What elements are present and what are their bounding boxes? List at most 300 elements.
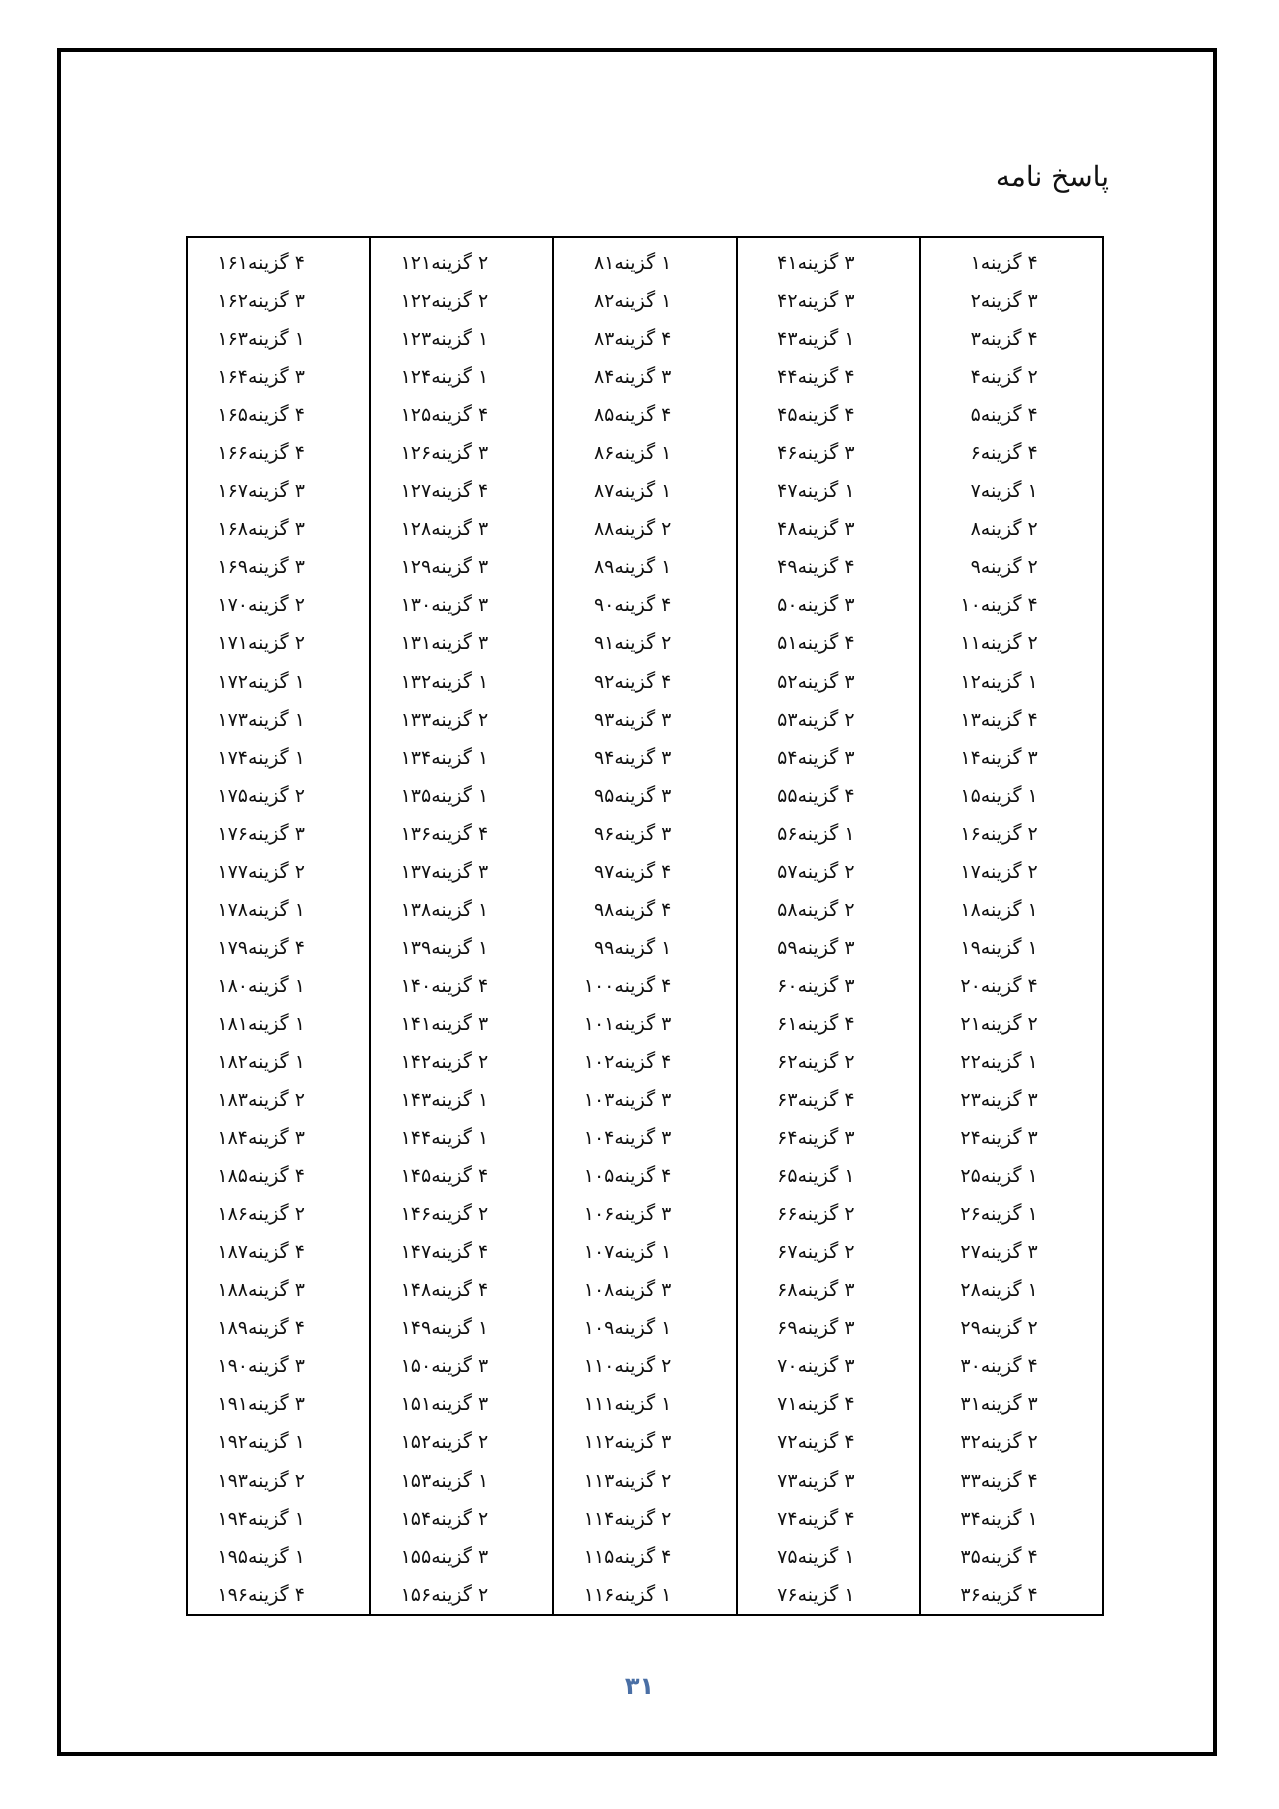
answer-row [921, 1195, 1102, 1233]
option-label: گزینه [614, 860, 656, 883]
question-number: ۱۸۷ [217, 1241, 248, 1264]
option-label: گزینه [614, 1469, 656, 1492]
option-label: گزینه [614, 1051, 656, 1073]
answer-column [738, 238, 921, 1614]
answer-option: ۳ [477, 1012, 489, 1035]
answer-option: ۱ [661, 480, 672, 503]
question-number: ۶۵ [777, 1165, 798, 1188]
answer-row [188, 1119, 369, 1157]
answer-row [738, 320, 919, 358]
question-number: ۸۶ [593, 442, 615, 465]
option-label: گزینه [431, 974, 472, 997]
answer-row [188, 1233, 369, 1271]
question-number: ۱۱۶ [583, 1583, 615, 1606]
answer-option: ۳ [661, 1012, 672, 1035]
option-label: گزینه [247, 708, 289, 731]
answer-row [738, 967, 919, 1005]
answer-option: ۳ [477, 594, 489, 617]
answer-row [554, 663, 735, 701]
answer-option: ۴ [661, 1545, 672, 1568]
answer-row [921, 1500, 1102, 1538]
answer-option: ۳ [294, 1355, 305, 1378]
option-label: گزینه [980, 670, 1022, 693]
answer-option: ۴ [1027, 1583, 1038, 1606]
option-label: گزینه [614, 746, 656, 769]
answer-option: ۱ [1027, 898, 1038, 921]
question-number: ۹۰ [593, 594, 615, 617]
option-label: گزینه [247, 404, 289, 427]
question-number: ۶۶ [777, 1203, 798, 1226]
question-number: ۷۱ [777, 1393, 798, 1416]
answer-option: ۲ [477, 1507, 489, 1530]
option-label: گزینه [431, 784, 472, 807]
answer-row [188, 1005, 369, 1043]
option-label: گزینه [980, 1469, 1022, 1492]
option-label: گزینه [980, 366, 1022, 389]
question-number: ۱۶۹ [217, 556, 248, 579]
option-label: گزینه [980, 480, 1022, 503]
answer-row [188, 967, 369, 1005]
answer-row [921, 510, 1102, 548]
answer-row [188, 701, 369, 739]
option-label: گزینه [797, 1393, 839, 1416]
option-label: گزینه [431, 670, 472, 693]
answer-row [371, 1309, 552, 1347]
answer-row [554, 1538, 735, 1576]
question-number: ۱۲۵ [400, 404, 432, 427]
option-label: گزینه [797, 898, 839, 921]
question-number: ۱۰۸ [583, 1279, 615, 1302]
question-number: ۱۸۰ [217, 974, 248, 997]
question-number: ۵۳ [777, 708, 798, 731]
answer-row [921, 853, 1102, 891]
answer-row [921, 967, 1102, 1005]
question-number: ۷ [970, 480, 981, 503]
option-label: گزینه [431, 480, 472, 503]
answer-row [921, 1081, 1102, 1119]
option-label: گزینه [247, 594, 289, 617]
answer-option: ۱ [477, 328, 489, 351]
question-number: ۱۵۱ [400, 1393, 432, 1416]
answer-option: ۱ [1027, 1051, 1038, 1073]
answer-row [921, 1309, 1102, 1347]
answer-option: ۳ [661, 708, 672, 731]
answer-row [554, 1423, 735, 1461]
page-title: پاسخ نامه [995, 160, 1109, 193]
option-label: گزینه [247, 1051, 289, 1073]
option-label: گزینه [797, 1469, 839, 1492]
question-number: ۵۶ [777, 822, 798, 845]
answer-option: ۲ [1027, 518, 1038, 541]
answer-row [371, 1462, 552, 1500]
question-number: ۱۵۳ [400, 1469, 432, 1492]
question-number: ۱۲۲ [400, 290, 432, 313]
question-number: ۱۴۶ [400, 1203, 432, 1226]
answer-row [738, 891, 919, 929]
answer-row [371, 586, 552, 624]
answer-option: ۴ [294, 404, 305, 427]
option-label: گزینه [431, 1241, 472, 1264]
option-label: گزینه [431, 898, 472, 921]
answer-row [738, 777, 919, 815]
question-number: ۱۴۱ [400, 1012, 432, 1035]
question-number: ۱۳۶ [400, 822, 432, 845]
question-number: ۱۱۲ [583, 1431, 615, 1454]
option-label: گزینه [797, 404, 839, 427]
answer-row [738, 358, 919, 396]
option-label: گزینه [247, 442, 289, 465]
answer-row [554, 1233, 735, 1271]
answer-row [738, 396, 919, 434]
answer-option: ۱ [661, 1317, 672, 1340]
question-number: ۳۰ [960, 1355, 981, 1378]
question-number: ۵۵ [777, 784, 798, 807]
answer-option: ۴ [844, 1089, 855, 1112]
question-number: ۱۰۰ [583, 974, 615, 997]
answer-option: ۳ [844, 594, 855, 617]
answer-row [554, 1462, 735, 1500]
answer-option: ۲ [661, 1469, 672, 1492]
option-label: گزینه [980, 1279, 1022, 1302]
answer-row [188, 1576, 369, 1614]
option-label: گزینه [247, 632, 289, 655]
answer-option: ۳ [661, 822, 672, 845]
option-label: گزینه [431, 1012, 472, 1035]
option-label: گزینه [797, 632, 839, 655]
question-number: ۲۱ [960, 1012, 981, 1035]
option-label: گزینه [431, 556, 472, 579]
answer-row [188, 472, 369, 510]
answer-option: ۱ [1027, 1165, 1038, 1188]
answer-row [738, 1500, 919, 1538]
question-number: ۲۵ [960, 1165, 981, 1188]
answer-option: ۴ [294, 1241, 305, 1264]
answer-option: ۴ [294, 936, 305, 959]
option-label: گزینه [797, 1507, 839, 1530]
question-number: ۱۶۶ [217, 442, 248, 465]
answer-option: ۴ [844, 1507, 855, 1530]
answer-row [554, 891, 735, 929]
answer-option: ۲ [477, 1051, 489, 1073]
question-number: ۸۴ [593, 366, 615, 389]
option-label: گزینه [980, 328, 1022, 351]
question-number: ۱۲۸ [400, 518, 432, 541]
answer-row [188, 548, 369, 586]
answer-row [371, 1157, 552, 1195]
option-label: گزینه [797, 518, 839, 541]
question-number: ۸۱ [593, 252, 615, 275]
answer-option: ۴ [294, 442, 305, 465]
question-number: ۴۷ [777, 480, 798, 503]
answer-row [554, 853, 735, 891]
question-number: ۷۳ [777, 1469, 798, 1492]
answer-option: ۳ [844, 442, 855, 465]
answer-row [188, 358, 369, 396]
answer-row [188, 434, 369, 472]
answer-row [371, 1005, 552, 1043]
answer-option: ۳ [661, 1203, 672, 1226]
option-label: گزینه [797, 1012, 839, 1035]
answer-option: ۲ [661, 632, 672, 655]
answer-option: ۱ [294, 1545, 305, 1568]
answer-option: ۴ [294, 1583, 305, 1606]
question-number: ۱۸۲ [217, 1051, 248, 1073]
question-number: ۵۰ [777, 594, 798, 617]
option-label: گزینه [614, 1393, 656, 1416]
option-label: گزینه [797, 1583, 839, 1606]
option-label: گزینه [797, 1051, 839, 1073]
option-label: گزینه [614, 1203, 656, 1226]
answer-row [188, 244, 369, 282]
answer-row [554, 1576, 735, 1614]
answer-row [921, 472, 1102, 510]
answer-option: ۱ [1027, 784, 1038, 807]
answer-row [371, 510, 552, 548]
question-number: ۴۵ [777, 404, 798, 427]
answer-option: ۲ [294, 860, 305, 883]
option-label: گزینه [980, 404, 1022, 427]
question-number: ۱۸۶ [217, 1203, 248, 1226]
option-label: گزینه [247, 1317, 289, 1340]
question-number: ۱۴۷ [400, 1241, 432, 1264]
answer-row [371, 777, 552, 815]
option-label: گزینه [797, 822, 839, 845]
question-number: ۱۶۲ [217, 290, 248, 313]
answer-option: ۳ [661, 366, 672, 389]
option-label: گزینه [431, 1279, 472, 1302]
answer-row [554, 929, 735, 967]
answer-row [188, 891, 369, 929]
answer-row [554, 701, 735, 739]
question-number: ۱۵۰ [400, 1355, 432, 1378]
answer-row [371, 1538, 552, 1576]
answer-option: ۳ [1027, 746, 1038, 769]
answer-option: ۳ [844, 746, 855, 769]
answer-row [554, 777, 735, 815]
answer-option: ۳ [294, 366, 305, 389]
question-number: ۱۷۰ [217, 594, 248, 617]
answer-option: ۱ [844, 1545, 855, 1568]
question-number: ۲۰ [960, 974, 981, 997]
answer-option: ۳ [844, 974, 855, 997]
question-number: ۱۳۱ [400, 632, 432, 655]
answer-row [188, 396, 369, 434]
option-label: گزینه [431, 822, 472, 845]
answer-option: ۴ [477, 404, 489, 427]
option-label: گزینه [614, 252, 656, 275]
option-label: گزینه [980, 290, 1022, 313]
question-number: ۱۲۴ [400, 366, 432, 389]
question-number: ۱۲۱ [400, 252, 432, 275]
question-number: ۱۸۹ [217, 1317, 248, 1340]
option-label: گزینه [614, 518, 656, 541]
option-label: گزینه [431, 1089, 472, 1112]
answer-option: ۴ [1027, 708, 1038, 731]
answer-row [554, 244, 735, 282]
answer-option: ۳ [844, 1279, 855, 1302]
answer-option: ۴ [1027, 1469, 1038, 1492]
question-number: ۱۳۰ [400, 594, 432, 617]
question-number: ۱۸۳ [217, 1089, 248, 1112]
page-number: ۳۱ [624, 1672, 655, 1700]
option-label: گزینه [980, 936, 1022, 959]
answer-row [371, 358, 552, 396]
question-number: ۲۷ [960, 1241, 981, 1264]
answer-row [554, 1005, 735, 1043]
answer-option: ۱ [477, 366, 489, 389]
answer-option: ۱ [477, 1127, 489, 1150]
answer-option: ۳ [477, 632, 489, 655]
question-number: ۷۶ [777, 1583, 798, 1606]
question-number: ۳۴ [960, 1507, 981, 1530]
answer-row [554, 1043, 735, 1081]
question-number: ۱۷۵ [217, 784, 248, 807]
answer-row [738, 244, 919, 282]
answer-row [554, 967, 735, 1005]
answer-row [921, 1538, 1102, 1576]
answer-option: ۲ [294, 1469, 305, 1492]
answer-row [188, 777, 369, 815]
question-number: ۱۲ [960, 670, 981, 693]
answer-row [554, 1500, 735, 1538]
option-label: گزینه [980, 1012, 1022, 1035]
answer-row [921, 1157, 1102, 1195]
answer-option: ۱ [477, 746, 489, 769]
answer-option: ۳ [844, 252, 855, 275]
question-number: ۱۶۳ [217, 328, 248, 351]
answer-option: ۱ [661, 1583, 672, 1606]
option-label: گزینه [797, 1355, 839, 1378]
answer-option: ۱ [844, 822, 855, 845]
answer-row [371, 1500, 552, 1538]
answer-option: ۱ [294, 670, 305, 693]
question-number: ۴۶ [777, 442, 798, 465]
question-number: ۱۴۲ [400, 1051, 432, 1073]
answer-row [371, 1081, 552, 1119]
question-number: ۸۹ [593, 556, 615, 579]
answer-row [188, 1538, 369, 1576]
option-label: گزینه [980, 1089, 1022, 1112]
answer-row [738, 1538, 919, 1576]
option-label: گزینه [797, 1089, 839, 1112]
answer-row [554, 434, 735, 472]
answer-option: ۴ [661, 328, 672, 351]
answer-row [371, 1385, 552, 1423]
option-label: گزینه [431, 1507, 472, 1530]
answer-option: ۴ [844, 632, 855, 655]
answer-row [188, 1385, 369, 1423]
answer-column [188, 238, 371, 1614]
answer-option: ۳ [661, 1279, 672, 1302]
question-number: ۱۲۹ [400, 556, 432, 579]
answer-option: ۱ [661, 252, 672, 275]
question-number: ۹۲ [593, 670, 615, 693]
answer-option: ۲ [1027, 632, 1038, 655]
answer-row [554, 1195, 735, 1233]
option-label: گزینه [797, 1317, 839, 1340]
option-label: گزینه [614, 1545, 656, 1568]
answer-option: ۳ [661, 784, 672, 807]
option-label: گزینه [247, 974, 289, 997]
answer-row [921, 396, 1102, 434]
option-label: گزینه [431, 1317, 472, 1340]
answer-row [921, 244, 1102, 282]
option-label: گزینه [614, 898, 656, 921]
answer-option: ۳ [1027, 1393, 1038, 1416]
answer-option: ۴ [661, 670, 672, 693]
option-label: گزینه [980, 708, 1022, 731]
question-number: ۱۸۵ [217, 1165, 248, 1188]
answer-row [738, 586, 919, 624]
option-label: گزینه [431, 252, 472, 275]
question-number: ۱۷۶ [217, 822, 248, 845]
option-label: گزینه [797, 252, 839, 275]
option-label: گزینه [797, 594, 839, 617]
question-number: ۷۴ [777, 1507, 798, 1530]
option-label: گزینه [614, 1279, 656, 1302]
option-label: گزینه [614, 632, 656, 655]
question-number: ۱۹۳ [217, 1469, 248, 1492]
answer-option: ۱ [1027, 1507, 1038, 1530]
question-number: ۱۵۶ [400, 1583, 432, 1606]
option-label: گزینه [980, 1507, 1022, 1530]
answer-option: ۴ [1027, 1355, 1038, 1378]
question-number: ۴۳ [777, 328, 798, 351]
option-label: گزینه [980, 1431, 1022, 1454]
option-label: گزینه [797, 746, 839, 769]
option-label: گزینه [247, 366, 289, 389]
option-label: گزینه [797, 1431, 839, 1454]
question-number: ۱۱۵ [583, 1545, 615, 1568]
question-number: ۱۰۴ [583, 1127, 615, 1150]
question-number: ۶ [970, 442, 981, 465]
question-number: ۱۴۹ [400, 1317, 432, 1340]
answer-option: ۲ [1027, 556, 1038, 579]
answer-option: ۱ [477, 1317, 489, 1340]
question-number: ۱۰۹ [583, 1317, 615, 1340]
answer-row [738, 929, 919, 967]
answer-row [371, 1271, 552, 1309]
answer-row [738, 1462, 919, 1500]
question-number: ۱۱۴ [583, 1507, 615, 1530]
question-number: ۱۴۳ [400, 1089, 432, 1112]
question-number: ۱۱ [960, 632, 981, 655]
answer-row [921, 320, 1102, 358]
question-number: ۱۲۶ [400, 442, 432, 465]
question-number: ۹۴ [593, 746, 615, 769]
answer-row [554, 1309, 735, 1347]
option-label: گزینه [247, 1279, 289, 1302]
question-number: ۲۹ [960, 1317, 981, 1340]
answer-row [371, 624, 552, 662]
answer-option: ۳ [294, 556, 305, 579]
answer-option: ۱ [294, 898, 305, 921]
option-label: گزینه [980, 1317, 1022, 1340]
question-number: ۸۵ [593, 404, 615, 427]
answer-option: ۳ [844, 1355, 855, 1378]
question-number: ۱۳ [960, 708, 981, 731]
question-number: ۱۶۱ [217, 252, 248, 275]
answer-option: ۴ [477, 480, 489, 503]
answer-row [921, 1233, 1102, 1271]
option-label: گزینه [614, 936, 656, 959]
answer-option: ۴ [294, 1317, 305, 1340]
question-number: ۱۴۸ [400, 1279, 432, 1302]
question-number: ۱۶ [960, 822, 981, 845]
option-label: گزینه [431, 1203, 472, 1226]
option-label: گزینه [247, 556, 289, 579]
answer-option: ۴ [294, 1165, 305, 1188]
